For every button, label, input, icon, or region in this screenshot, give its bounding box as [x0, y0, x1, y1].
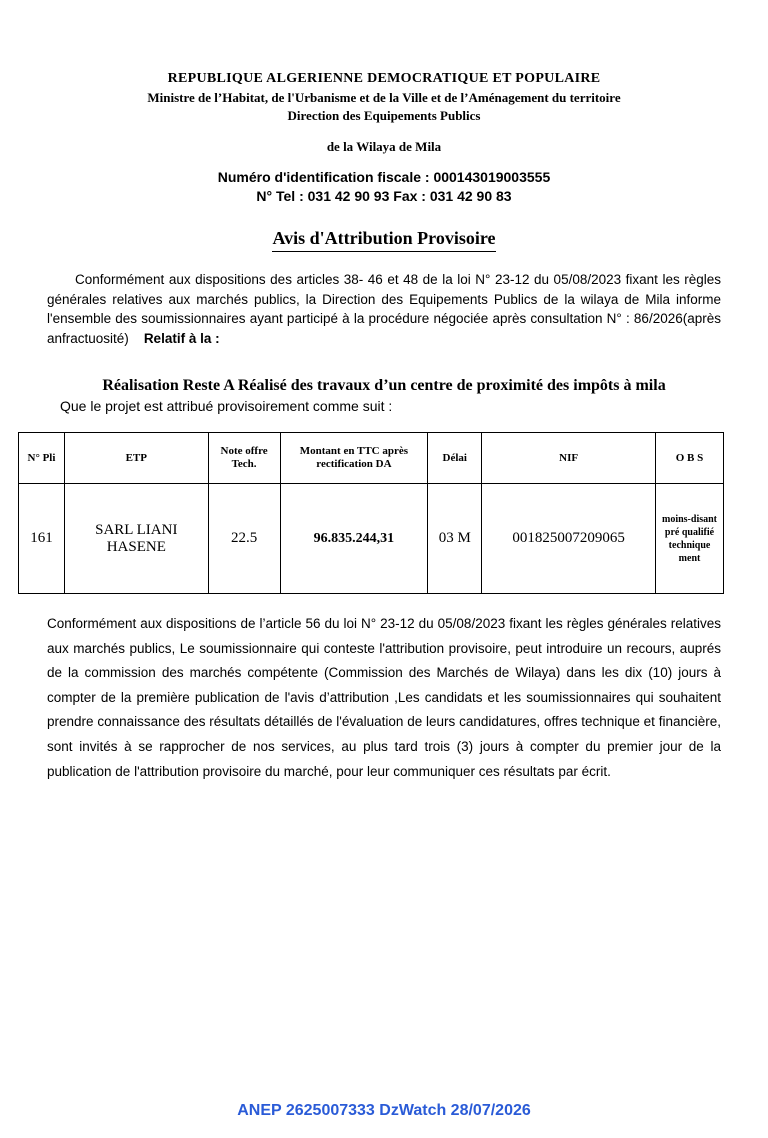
header-ministry: Ministre de l’Habitat, de l'Urbanisme et de la Ville et de l’Aménagement du territoire — [147, 90, 621, 105]
document-title-text: Avis d'Attribution Provisoire — [272, 228, 495, 252]
intro-bold-tail: Relatif à la : — [143, 330, 220, 346]
header-pli: N° Pli — [19, 433, 65, 484]
header-direction: Direction des Equipements Publics — [287, 108, 481, 123]
project-object: Réalisation Reste A Réalisé des travaux d’un centre de proximité des impôts à mila — [102, 377, 666, 394]
intro-text: Conformément aux dispositions des articles 38- 46 et 48 de la loi N° 23-12 du 05/08/2023 fixant les règles générales relatives aux marchés publics, la Direction des Equipements Publics de la wilaya de Mila informe l'ensemble des soumissionnaires ayant participé à la procédure négociée après consultation N° : 86/2026(après anfractuosité) — [47, 272, 721, 346]
table-row — [19, 484, 724, 594]
cell-delai: 03 M — [428, 484, 482, 594]
intro-paragraph — [47, 270, 721, 348]
header-wilaya: de la Wilaya de Mila — [326, 139, 442, 154]
contact-phone-fax: N° Tel : 031 42 90 93 Fax : 031 42 90 83 — [256, 188, 512, 204]
attribution-table — [18, 432, 724, 594]
recourse-paragraph: Conformément aux dispositions de l’article 56 du loi N° 23-12 du 05/08/2023 fixant les règles générales relatives aux marchés publics, Le soumissionnaire qui conteste l'attribution provisoire, peut introduire un recours, auprés de la commission des marchés compétente (Commission des Marchés de Wilaya) dans les dix (10) jours à compter de la première publication de l'avis d’attribution ,Les candidats et les soumissionnaires qui souhaitent prendre connaissance des résultats détaillés de l'évaluation de leurs candidatures, offres technique et financière, sont invités à se rapprocher de nos services, au plus tard trois (3) jours à compter du premier jour de la publication de l'attribution provisoire du marché, pour leur communiquer ces résultats par écrit. — [47, 616, 721, 779]
publication-footer: ANEP 2625007333 DzWatch 28/07/2026 — [237, 1102, 531, 1119]
cell-obs: moins-disant pré qualifié technique ment — [656, 484, 724, 594]
header-obs: O B S — [656, 433, 724, 484]
header-delai: Délai — [428, 433, 482, 484]
header-nif: NIF — [482, 433, 656, 484]
cell-montant: 96.835.244,31 — [280, 484, 428, 594]
header-montant: Montant en TTC après rectification DA — [280, 433, 428, 484]
header-note: Note offre Tech. — [208, 433, 280, 484]
header-republic: REPUBLIQUE ALGERIENNE DEMOCRATIQUE ET POPULAIRE — [167, 71, 601, 86]
cell-etp: SARL LIANI HASENE — [64, 484, 208, 594]
table-header-row — [19, 433, 724, 484]
cell-nif: 001825007209065 — [482, 484, 656, 594]
cell-note: 22.5 — [208, 484, 280, 594]
cell-pli: 161 — [19, 484, 65, 594]
fiscal-id: Numéro d'identification fiscale : 000143019003555 — [217, 169, 551, 185]
document-title — [0, 228, 768, 249]
attribution-line: Que le projet est attribué provisoirement comme suit : — [60, 398, 393, 414]
header-etp: ETP — [64, 433, 208, 484]
